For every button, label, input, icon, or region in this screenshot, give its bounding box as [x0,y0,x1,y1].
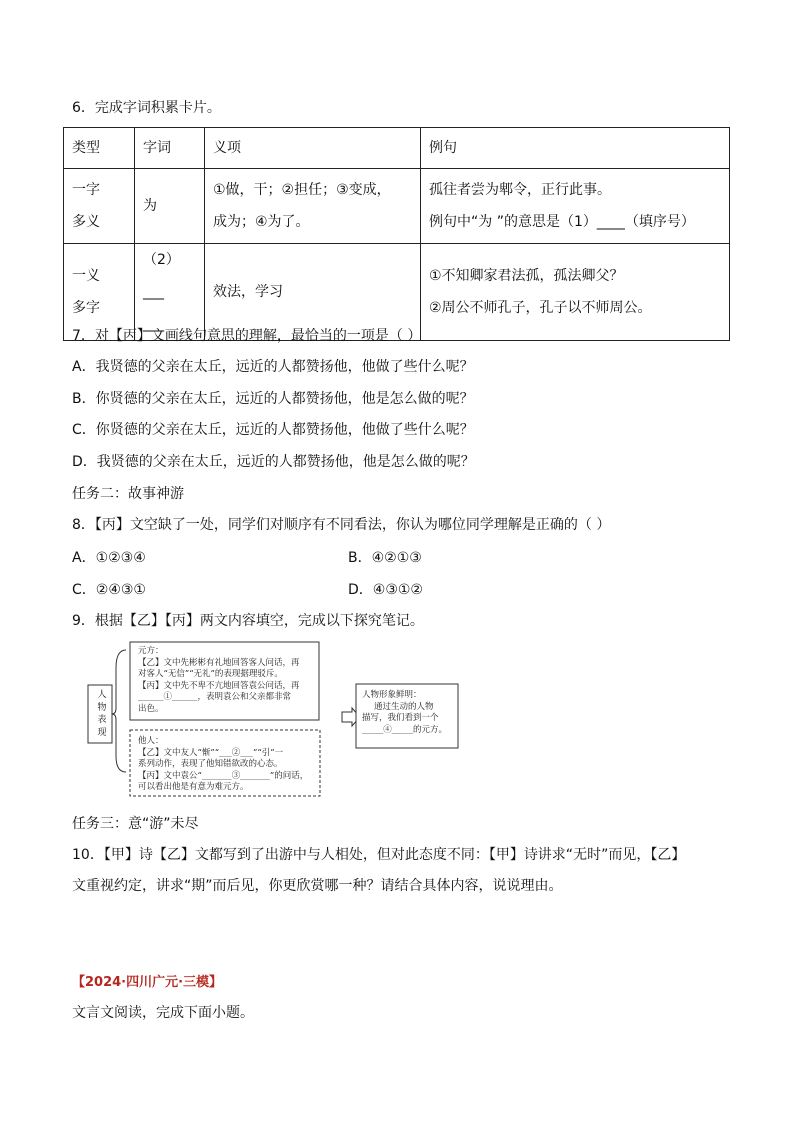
diagram-right-line-1: 人物形象鲜明： [362,690,422,700]
vocab-card-table [63,127,730,341]
question-7-stem: 7．对【丙】文画线句意思的理解，最恰当的一项是（ ） [72,328,422,344]
row1-example-b: 例句中“为 ”的意思是（1）____（填序号） [429,214,695,230]
diagram-bottom-line-4: 可以看出他是有意为难元方。 [138,782,249,792]
diagram-left-label: 人物表现 [97,690,107,738]
diagram-top-title: 元方： [138,646,164,656]
diagram-top-line-3: 【丙】文中先不卑不亢地回答袁公问话，再 [138,680,300,691]
row1-example-a: 孤往者尝为郫令，正行此事。 [429,182,611,198]
diagram-top-line-4: ______①______，表明袁公和父亲都非常 [138,692,292,702]
diagram-top-line-2: 对客人“无信”“无礼”的表现据理驳斥。 [138,669,283,679]
row2-word-a: （2）___ [143,252,180,300]
diagram-right-line-4: _____④_____的元方。 [362,724,448,735]
diagram-bottom-line-2: 系列动作，表现了他知错欲改的心态。 [138,759,283,769]
row2-example-b: ②周公不师孔子，孔子以不师周公。 [429,300,652,316]
table-row [64,169,730,244]
row2-meaning: 效法，学习 [205,244,421,341]
question-8-option-c: C．②④③① [72,582,146,598]
question-7-option-b: B．你贤德的父亲在太丘，远近的人都赞扬他，他是怎么做的呢？ [72,391,474,407]
header-example: 例句 [421,128,730,169]
row2-example [421,244,730,341]
question-6-title: 6．完成字词积累卡片。 [72,100,221,116]
row2-example-a: ①不知卿家君法孤，孤法卿父？ [429,268,624,284]
header-meaning: 义项 [205,128,421,169]
diagram-bottom-title: 他人： [138,736,164,746]
row1-type [64,169,135,244]
reading-instruction: 文言文阅读，完成下面小题。 [72,1005,254,1021]
diagram-right-line-2: 通过生动的人物 [374,701,434,712]
diagram-bottom-line-1: 【乙】文中友人“惭”“___②___”“引”一 [138,747,284,758]
diagram-top-box [138,646,300,715]
row1-type-b: 多义 [72,214,100,230]
diagram-right-box [362,690,447,736]
question-7-option-a: A．我贤德的父亲在太丘，远近的人都赞扬他，他做了些什么呢？ [72,359,474,375]
diagram-bottom-box [138,736,308,794]
row2-type-a: 一义 [72,268,100,284]
row2-word-b: ___ [143,316,164,332]
question-7-option-c: C．你贤德的父亲在太丘，远近的人都赞扬他，他做了些什么呢？ [72,422,474,438]
diagram-top-line-5: 出色。 [138,703,164,714]
question-10-line-2: 文重视约定，讲求“期”而后见，你更欣赏哪一种？请结合具体内容，说说理由。 [72,878,563,894]
row2-type-b: 多字 [72,300,100,316]
question-8-option-d: D．④③①② [348,582,423,598]
question-8-option-a: A．①②③④ [72,550,146,566]
row1-type-a: 一字 [72,182,100,198]
row1-word: 为 [135,169,205,244]
header-word: 字词 [135,128,205,169]
diagram-right-line-3: 描写，我们看到一个 [362,713,439,723]
question-9-stem: 9．根据【乙】【丙】两文内容填空，完成以下探究笔记。 [72,613,424,629]
diagram-top-line-1: 【乙】文中先彬彬有礼地回答客人问话，再 [138,657,300,668]
question-8-stem: 8．【丙】文空缺了一处，同学们对顺序有不同看法，你认为哪位同学理解是正确的（ ） [72,517,611,533]
source-tag: 【2024·四川广元·三模】 [72,975,223,990]
question-10-line-1: 10．【甲】诗【乙】文都写到了出游中与人相处，但对此态度不同：【甲】诗讲求“无时”而见，【乙】 [72,847,686,863]
row1-meaning [205,169,421,244]
question-7-option-d: D．我贤德的父亲在太丘，远近的人都赞扬他，他是怎么做的呢？ [72,454,475,470]
table-header-row [64,128,730,169]
task-2-heading: 任务二：故事神游 [72,486,184,502]
row1-meaning-a: ①做，干；②担任；③变成， [213,182,391,198]
header-type: 类型 [64,128,135,169]
question-8-option-b: B．④②①③ [348,550,422,566]
task-3-heading: 任务三：意“游”未尽 [72,816,199,832]
diagram-bottom-line-3: 【丙】文中袁公“_______③_______”的问话， [138,770,309,781]
row1-example [421,169,730,244]
row1-meaning-b: 成为；④为了。 [213,214,310,230]
inquiry-notes-diagram [86,638,466,800]
